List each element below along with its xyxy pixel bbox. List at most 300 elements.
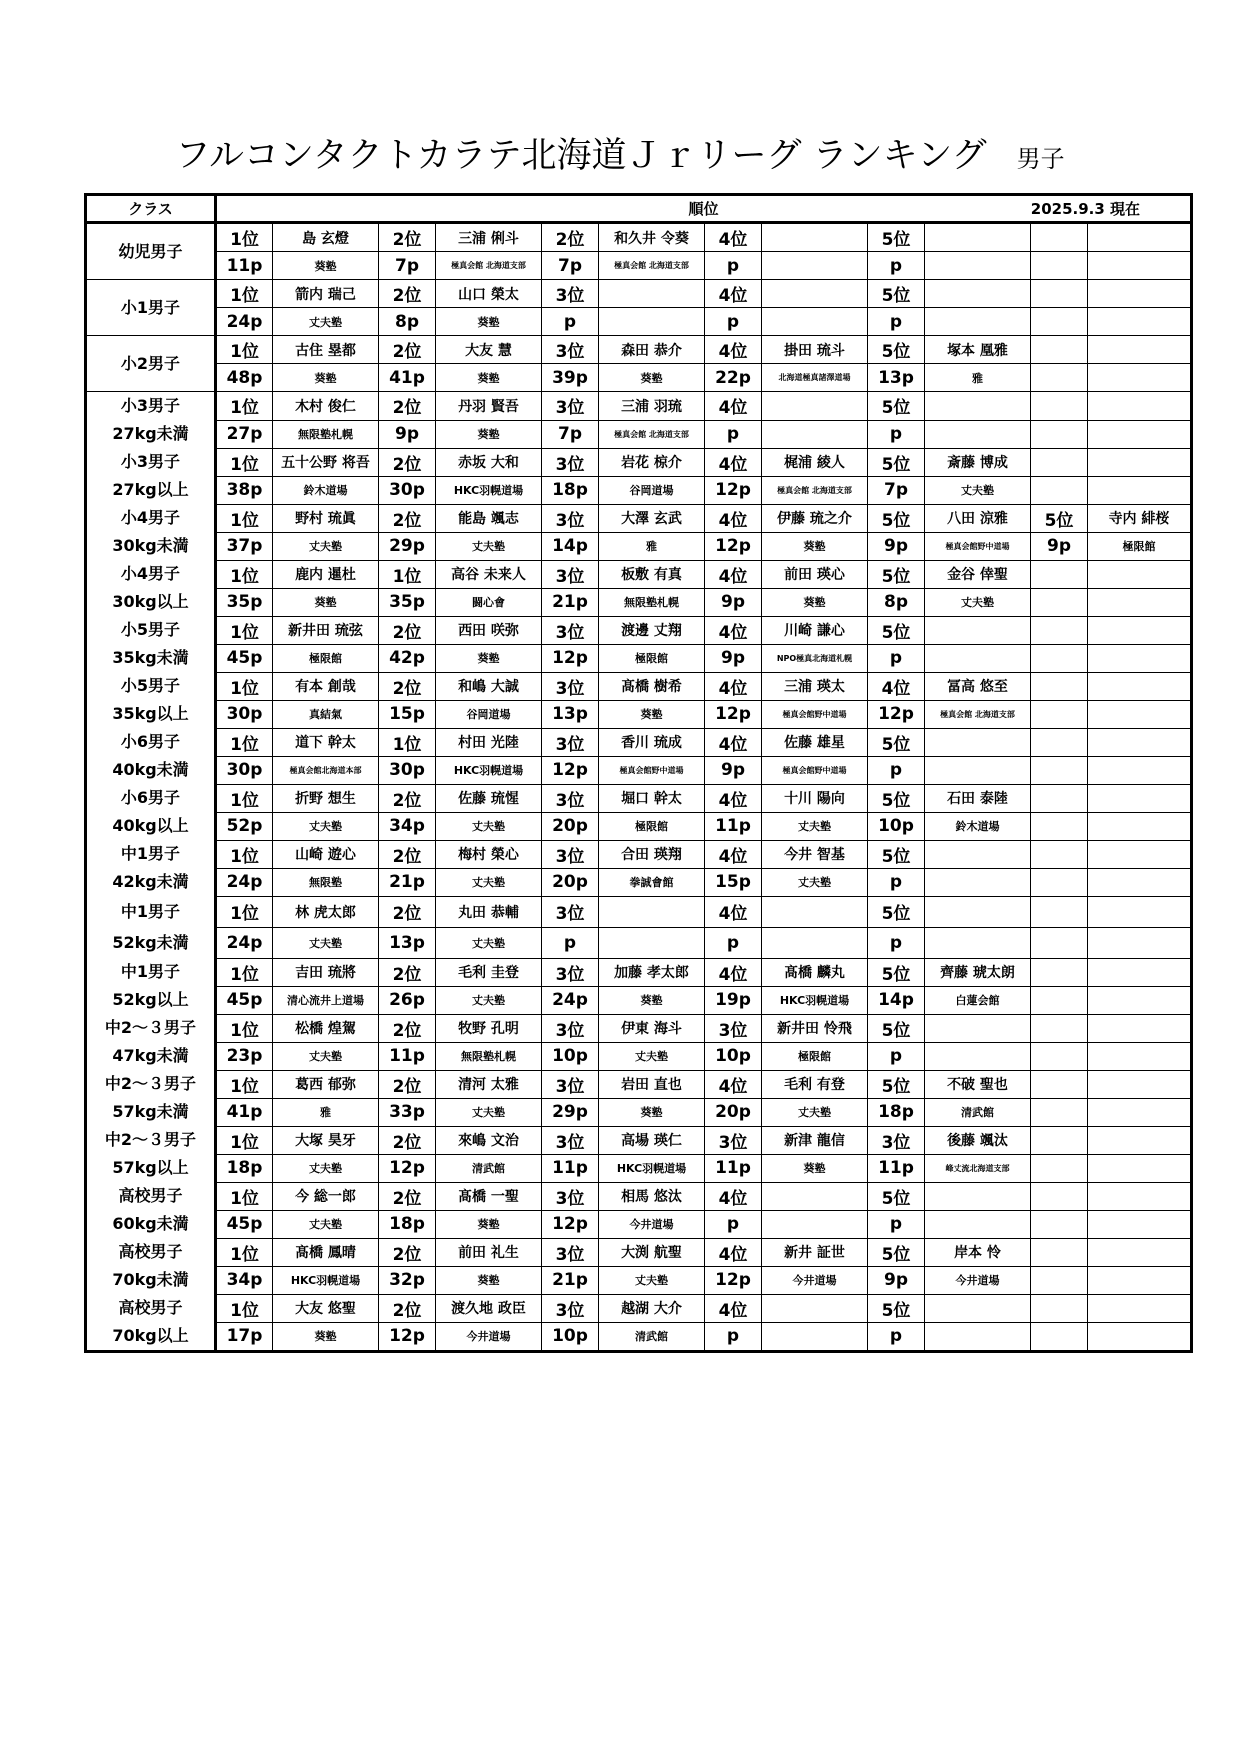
- dojo-name: 丈夫塾: [925, 476, 1031, 504]
- athlete-name: [1088, 616, 1192, 644]
- dojo-name: [1088, 364, 1192, 392]
- rank-points: 12p: [868, 700, 925, 728]
- rank-points: 30p: [216, 700, 273, 728]
- athlete-name: [1088, 1294, 1192, 1322]
- dojo-name: 葵塾: [436, 1266, 542, 1294]
- rank-position: 1位: [216, 728, 273, 756]
- rank-points: 37p: [216, 532, 273, 560]
- dojo-name: [1088, 644, 1192, 672]
- rank-position: 5位: [868, 280, 925, 308]
- class-name: 中1男子: [86, 958, 216, 986]
- athlete-name: [925, 1182, 1031, 1210]
- dojo-name: 丈夫塾: [436, 1098, 542, 1126]
- rank-position: [1031, 840, 1088, 868]
- rank-points: [1031, 1154, 1088, 1182]
- rank-points: 11p: [542, 1154, 599, 1182]
- table-row: [86, 280, 1192, 308]
- rank-points: p: [868, 927, 925, 958]
- rank-position: 5位: [868, 616, 925, 644]
- dojo-name: 無限塾札幌: [599, 588, 705, 616]
- class-name: 小1男子: [86, 280, 216, 336]
- rank-position: [1031, 1182, 1088, 1210]
- athlete-name: [1088, 1126, 1192, 1154]
- athlete-name: 斎藤 博成: [925, 448, 1031, 476]
- dojo-name: [925, 1210, 1031, 1238]
- athlete-name: [925, 616, 1031, 644]
- athlete-name: 木村 俊仁: [273, 392, 379, 421]
- rank-position: 5位: [868, 1294, 925, 1322]
- athlete-name: 川崎 謙心: [762, 616, 868, 644]
- class-weight: 52kg以上: [86, 986, 216, 1014]
- athlete-name: 岩田 直也: [599, 1070, 705, 1098]
- athlete-name: [1088, 1070, 1192, 1098]
- rank-position: 4位: [705, 504, 762, 532]
- rank-position: 4位: [705, 1182, 762, 1210]
- rank-points: 12p: [705, 1266, 762, 1294]
- rank-position: 3位: [868, 1126, 925, 1154]
- rank-position: [1031, 784, 1088, 812]
- table-row: [86, 784, 1192, 812]
- rank-position: 5位: [868, 728, 925, 756]
- dojo-name: 丈夫塾: [273, 308, 379, 336]
- table-row: [86, 840, 1192, 868]
- class-name: 小5男子: [86, 672, 216, 700]
- rank-position: 4位: [705, 448, 762, 476]
- athlete-name: 島 玄燈: [273, 223, 379, 252]
- rank-position: 4位: [705, 840, 762, 868]
- class-weight: 30kg以上: [86, 588, 216, 616]
- rank-position: 3位: [542, 392, 599, 421]
- dojo-name: [925, 868, 1031, 896]
- rank-points: 30p: [379, 476, 436, 504]
- athlete-name: 十川 陽向: [762, 784, 868, 812]
- table-row: [86, 1098, 1192, 1126]
- rank-position: 2位: [379, 504, 436, 532]
- rank-position: 4位: [705, 1294, 762, 1322]
- athlete-name: [1088, 896, 1192, 927]
- athlete-name: [762, 392, 868, 421]
- rank-points: 8p: [868, 588, 925, 616]
- rank-position: 4位: [705, 336, 762, 364]
- class-name: 高校男子: [86, 1294, 216, 1322]
- dojo-name: [599, 927, 705, 958]
- athlete-name: 古住 塁都: [273, 336, 379, 364]
- rank-points: 14p: [868, 986, 925, 1014]
- athlete-name: 折野 想生: [273, 784, 379, 812]
- dojo-name: [599, 308, 705, 336]
- rank-points: 12p: [705, 700, 762, 728]
- class-name: 中1男子: [86, 840, 216, 868]
- athlete-name: 齊藤 琥太朗: [925, 958, 1031, 986]
- rank-position: 1位: [216, 1182, 273, 1210]
- rank-position: 2位: [379, 1238, 436, 1266]
- rank-position: 3位: [542, 672, 599, 700]
- rank-points: p: [868, 1210, 925, 1238]
- rank-position: 1位: [216, 784, 273, 812]
- rank-points: [1031, 252, 1088, 280]
- rank-position: 5位: [868, 840, 925, 868]
- athlete-name: 來嶋 文治: [436, 1126, 542, 1154]
- table-row: [86, 308, 1192, 336]
- athlete-name: [599, 896, 705, 927]
- table-row: [86, 1238, 1192, 1266]
- rank-position: 4位: [868, 672, 925, 700]
- rank-points: 15p: [379, 700, 436, 728]
- dojo-name: 葵塾: [762, 1154, 868, 1182]
- rank-points: 52p: [216, 812, 273, 840]
- rank-points: 35p: [379, 588, 436, 616]
- rank-points: p: [705, 252, 762, 280]
- table-row: [86, 896, 1192, 927]
- athlete-name: [925, 1294, 1031, 1322]
- class-name: 小6男子: [86, 784, 216, 812]
- rank-position: 1位: [216, 840, 273, 868]
- rank-position: 2位: [379, 1294, 436, 1322]
- athlete-name: 今井 智基: [762, 840, 868, 868]
- class-weight: 42kg未満: [86, 868, 216, 896]
- table-row: [86, 1210, 1192, 1238]
- dojo-name: 谷岡道場: [436, 700, 542, 728]
- rank-points: 48p: [216, 364, 273, 392]
- athlete-name: 冨高 悠至: [925, 672, 1031, 700]
- athlete-name: 西田 咲弥: [436, 616, 542, 644]
- rank-position: 5位: [868, 504, 925, 532]
- rank-points: [1031, 812, 1088, 840]
- rank-points: 9p: [705, 644, 762, 672]
- dojo-name: 極真会館 北海道支部: [436, 252, 542, 280]
- dojo-name: [1088, 812, 1192, 840]
- table-row: [86, 448, 1192, 476]
- athlete-name: [762, 280, 868, 308]
- class-weight: 47kg未満: [86, 1042, 216, 1070]
- rank-position: 1位: [216, 672, 273, 700]
- athlete-name: 箭内 瑞己: [273, 280, 379, 308]
- athlete-name: 三浦 俐斗: [436, 223, 542, 252]
- rank-position: 2位: [379, 840, 436, 868]
- rank-points: p: [705, 420, 762, 448]
- table-row: [86, 927, 1192, 958]
- rank-position: [1031, 280, 1088, 308]
- rank-points: 32p: [379, 1266, 436, 1294]
- rank-position: 3位: [705, 1126, 762, 1154]
- dojo-name: [762, 927, 868, 958]
- rank-points: 41p: [216, 1098, 273, 1126]
- rank-position: 4位: [705, 784, 762, 812]
- rank-position: [1031, 616, 1088, 644]
- rank-points: 10p: [542, 1042, 599, 1070]
- athlete-name: 不破 聖也: [925, 1070, 1031, 1098]
- rank-points: p: [868, 756, 925, 784]
- rank-position: 2位: [542, 223, 599, 252]
- rank-position: 3位: [542, 1070, 599, 1098]
- dojo-name: [925, 1042, 1031, 1070]
- rank-points: 15p: [705, 868, 762, 896]
- dojo-name: [1088, 756, 1192, 784]
- rank-position: 2位: [379, 958, 436, 986]
- dojo-name: [762, 1210, 868, 1238]
- rank-position: 2位: [379, 336, 436, 364]
- dojo-name: 極真会館 北海道支部: [762, 476, 868, 504]
- rank-position: 5位: [868, 223, 925, 252]
- rank-position: 5位: [868, 448, 925, 476]
- athlete-name: [925, 896, 1031, 927]
- table-row: [86, 958, 1192, 986]
- rank-position: 1位: [216, 336, 273, 364]
- dojo-name: [925, 644, 1031, 672]
- athlete-name: [762, 1294, 868, 1322]
- rank-points: 27p: [216, 420, 273, 448]
- rank-position: 5位: [868, 392, 925, 421]
- rank-position: 5位: [868, 1070, 925, 1098]
- table-row: [86, 728, 1192, 756]
- rank-points: 11p: [705, 812, 762, 840]
- athlete-name: 三浦 瑛太: [762, 672, 868, 700]
- rank-position: 3位: [542, 448, 599, 476]
- dojo-name: 白蓮会館: [925, 986, 1031, 1014]
- athlete-name: 和久井 令葵: [599, 223, 705, 252]
- dojo-name: HKC羽幌道場: [599, 1154, 705, 1182]
- rank-position: 3位: [542, 504, 599, 532]
- athlete-name: 清河 太雅: [436, 1070, 542, 1098]
- rank-position: 3位: [542, 1238, 599, 1266]
- dojo-name: 極真会館 北海道支部: [599, 252, 705, 280]
- rank-position: 5位: [868, 1238, 925, 1266]
- dojo-name: [1088, 1154, 1192, 1182]
- athlete-name: 三浦 羽琉: [599, 392, 705, 421]
- rank-points: 34p: [379, 812, 436, 840]
- rank-position: 3位: [542, 616, 599, 644]
- dojo-name: 葵塾: [436, 644, 542, 672]
- dojo-name: 丈夫塾: [925, 588, 1031, 616]
- athlete-name: [925, 728, 1031, 756]
- dojo-name: 極真会館 北海道支部: [925, 700, 1031, 728]
- athlete-name: [599, 280, 705, 308]
- header-rank-cell: [216, 195, 1192, 223]
- rank-position: 4位: [705, 560, 762, 588]
- table-row: [86, 700, 1192, 728]
- dojo-name: 丈夫塾: [762, 812, 868, 840]
- rank-position: 2位: [379, 616, 436, 644]
- athlete-name: 野村 琉眞: [273, 504, 379, 532]
- dojo-name: 真結氣: [273, 700, 379, 728]
- class-weight: 52kg未満: [86, 927, 216, 958]
- dojo-name: 葵塾: [762, 588, 868, 616]
- rank-position: 4位: [705, 896, 762, 927]
- table-row: [86, 420, 1192, 448]
- table-row: [86, 336, 1192, 364]
- table-row: [86, 252, 1192, 280]
- rank-points: p: [542, 308, 599, 336]
- athlete-name: 髙橋 麟丸: [762, 958, 868, 986]
- rank-points: [1031, 588, 1088, 616]
- dojo-name: HKC羽幌道場: [436, 476, 542, 504]
- rank-position: 4位: [705, 728, 762, 756]
- rank-position: 4位: [705, 223, 762, 252]
- class-name: 小4男子: [86, 504, 216, 532]
- rank-position: [1031, 1014, 1088, 1042]
- class-name: 小4男子: [86, 560, 216, 588]
- dojo-name: 鈴木道場: [273, 476, 379, 504]
- class-weight: 57kg未満: [86, 1098, 216, 1126]
- athlete-name: 渡久地 政臣: [436, 1294, 542, 1322]
- athlete-name: 丸田 恭輔: [436, 896, 542, 927]
- dojo-name: [925, 756, 1031, 784]
- rank-points: [1031, 644, 1088, 672]
- class-name: 中1男子: [86, 896, 216, 927]
- table-header-row: [86, 195, 1192, 223]
- rank-position: 2位: [379, 784, 436, 812]
- athlete-name: [1088, 728, 1192, 756]
- rank-points: 35p: [216, 588, 273, 616]
- dojo-name: 丈夫塾: [273, 1042, 379, 1070]
- dojo-name: 丈夫塾: [436, 532, 542, 560]
- athlete-name: [1088, 672, 1192, 700]
- rank-points: 17p: [216, 1322, 273, 1352]
- athlete-name: 梅村 榮心: [436, 840, 542, 868]
- class-name: 中2～３男子: [86, 1014, 216, 1042]
- dojo-name: 今井道場: [925, 1266, 1031, 1294]
- dojo-name: 峰丈流北海道支部: [925, 1154, 1031, 1182]
- dojo-name: [1088, 252, 1192, 280]
- table-row: [86, 672, 1192, 700]
- rank-points: 9p: [1031, 532, 1088, 560]
- athlete-name: 塚本 凰雅: [925, 336, 1031, 364]
- athlete-name: 山口 榮太: [436, 280, 542, 308]
- rank-points: 24p: [216, 868, 273, 896]
- athlete-name: 和嶋 大誠: [436, 672, 542, 700]
- rank-position: 3位: [542, 728, 599, 756]
- table-row: [86, 1042, 1192, 1070]
- dojo-name: 無限塾札幌: [273, 420, 379, 448]
- athlete-name: [1088, 1014, 1192, 1042]
- table-row: [86, 476, 1192, 504]
- table-row: [86, 364, 1192, 392]
- rank-points: 24p: [542, 986, 599, 1014]
- athlete-name: [1088, 223, 1192, 252]
- title-main: フルコンタクトカラテ北海道Ｊｒリーグ ランキング: [175, 136, 987, 176]
- athlete-name: [762, 896, 868, 927]
- athlete-name: [1088, 336, 1192, 364]
- rank-position: 3位: [542, 1014, 599, 1042]
- class-weight: 27kg未満: [86, 420, 216, 448]
- rank-points: 21p: [542, 1266, 599, 1294]
- dojo-name: 清武館: [599, 1322, 705, 1352]
- dojo-name: [1088, 420, 1192, 448]
- rank-position: 1位: [216, 896, 273, 927]
- rank-position: 3位: [542, 1294, 599, 1322]
- rank-points: 42p: [379, 644, 436, 672]
- table-row: [86, 588, 1192, 616]
- rank-points: 10p: [542, 1322, 599, 1352]
- table-row: [86, 812, 1192, 840]
- athlete-name: 大友 悠聖: [273, 1294, 379, 1322]
- rank-position: 1位: [379, 560, 436, 588]
- athlete-name: 丹羽 賢吾: [436, 392, 542, 421]
- dojo-name: 雅: [599, 532, 705, 560]
- rank-points: 12p: [542, 756, 599, 784]
- rank-points: p: [868, 1042, 925, 1070]
- rank-points: p: [868, 308, 925, 336]
- rank-points: 9p: [868, 1266, 925, 1294]
- athlete-name: [1088, 784, 1192, 812]
- rank-points: [1031, 868, 1088, 896]
- table-row: [86, 1294, 1192, 1322]
- rank-points: 33p: [379, 1098, 436, 1126]
- athlete-name: 能島 颯志: [436, 504, 542, 532]
- dojo-name: 葵塾: [273, 588, 379, 616]
- class-weight: 60kg未満: [86, 1210, 216, 1238]
- rank-position: 1位: [216, 448, 273, 476]
- class-weight: 30kg未満: [86, 532, 216, 560]
- rank-position: 3位: [542, 280, 599, 308]
- rank-points: 39p: [542, 364, 599, 392]
- table-row: [86, 644, 1192, 672]
- rank-position: 5位: [868, 896, 925, 927]
- rank-position: 3位: [542, 1126, 599, 1154]
- athlete-name: [925, 840, 1031, 868]
- table-row: [86, 1014, 1192, 1042]
- athlete-name: 前田 瑛心: [762, 560, 868, 588]
- rank-position: [1031, 672, 1088, 700]
- dojo-name: 葵塾: [599, 700, 705, 728]
- athlete-name: [1088, 840, 1192, 868]
- class-name: 中2～３男子: [86, 1126, 216, 1154]
- rank-points: 12p: [705, 476, 762, 504]
- dojo-name: 丈夫塾: [273, 1210, 379, 1238]
- rank-position: 3位: [542, 1182, 599, 1210]
- dojo-name: 丈夫塾: [762, 868, 868, 896]
- athlete-name: 松橋 煌駕: [273, 1014, 379, 1042]
- dojo-name: 拳誠會館: [599, 868, 705, 896]
- rank-position: 1位: [216, 616, 273, 644]
- rank-points: 34p: [216, 1266, 273, 1294]
- rank-points: [1031, 420, 1088, 448]
- class-name: 小6男子: [86, 728, 216, 756]
- dojo-name: 極真会館野中道場: [762, 756, 868, 784]
- rank-points: [1031, 1210, 1088, 1238]
- rank-points: [1031, 476, 1088, 504]
- athlete-name: 新井 証世: [762, 1238, 868, 1266]
- rank-points: p: [542, 927, 599, 958]
- rank-position: 4位: [705, 1238, 762, 1266]
- athlete-name: 森田 恭介: [599, 336, 705, 364]
- rank-position: 2位: [379, 1070, 436, 1098]
- rank-points: p: [868, 252, 925, 280]
- rank-position: 5位: [868, 1182, 925, 1210]
- dojo-name: 清武館: [925, 1098, 1031, 1126]
- athlete-name: 今 総一郎: [273, 1182, 379, 1210]
- rank-points: 26p: [379, 986, 436, 1014]
- rank-position: 2位: [379, 448, 436, 476]
- dojo-name: 極真会館野中道場: [925, 532, 1031, 560]
- dojo-name: 極真会館野中道場: [599, 756, 705, 784]
- athlete-name: 山崎 遊心: [273, 840, 379, 868]
- dojo-name: 葵塾: [436, 364, 542, 392]
- athlete-name: 新津 龍信: [762, 1126, 868, 1154]
- table-row: [86, 223, 1192, 252]
- athlete-name: [1088, 560, 1192, 588]
- dojo-name: 無限塾札幌: [436, 1042, 542, 1070]
- athlete-name: 加藤 孝太郎: [599, 958, 705, 986]
- dojo-name: HKC羽幌道場: [436, 756, 542, 784]
- rank-position: 5位: [868, 784, 925, 812]
- rank-points: 14p: [542, 532, 599, 560]
- rank-position: 5位: [868, 560, 925, 588]
- rank-position: 1位: [216, 280, 273, 308]
- rank-points: [1031, 700, 1088, 728]
- rank-position: 5位: [868, 958, 925, 986]
- class-name: 幼児男子: [86, 223, 216, 280]
